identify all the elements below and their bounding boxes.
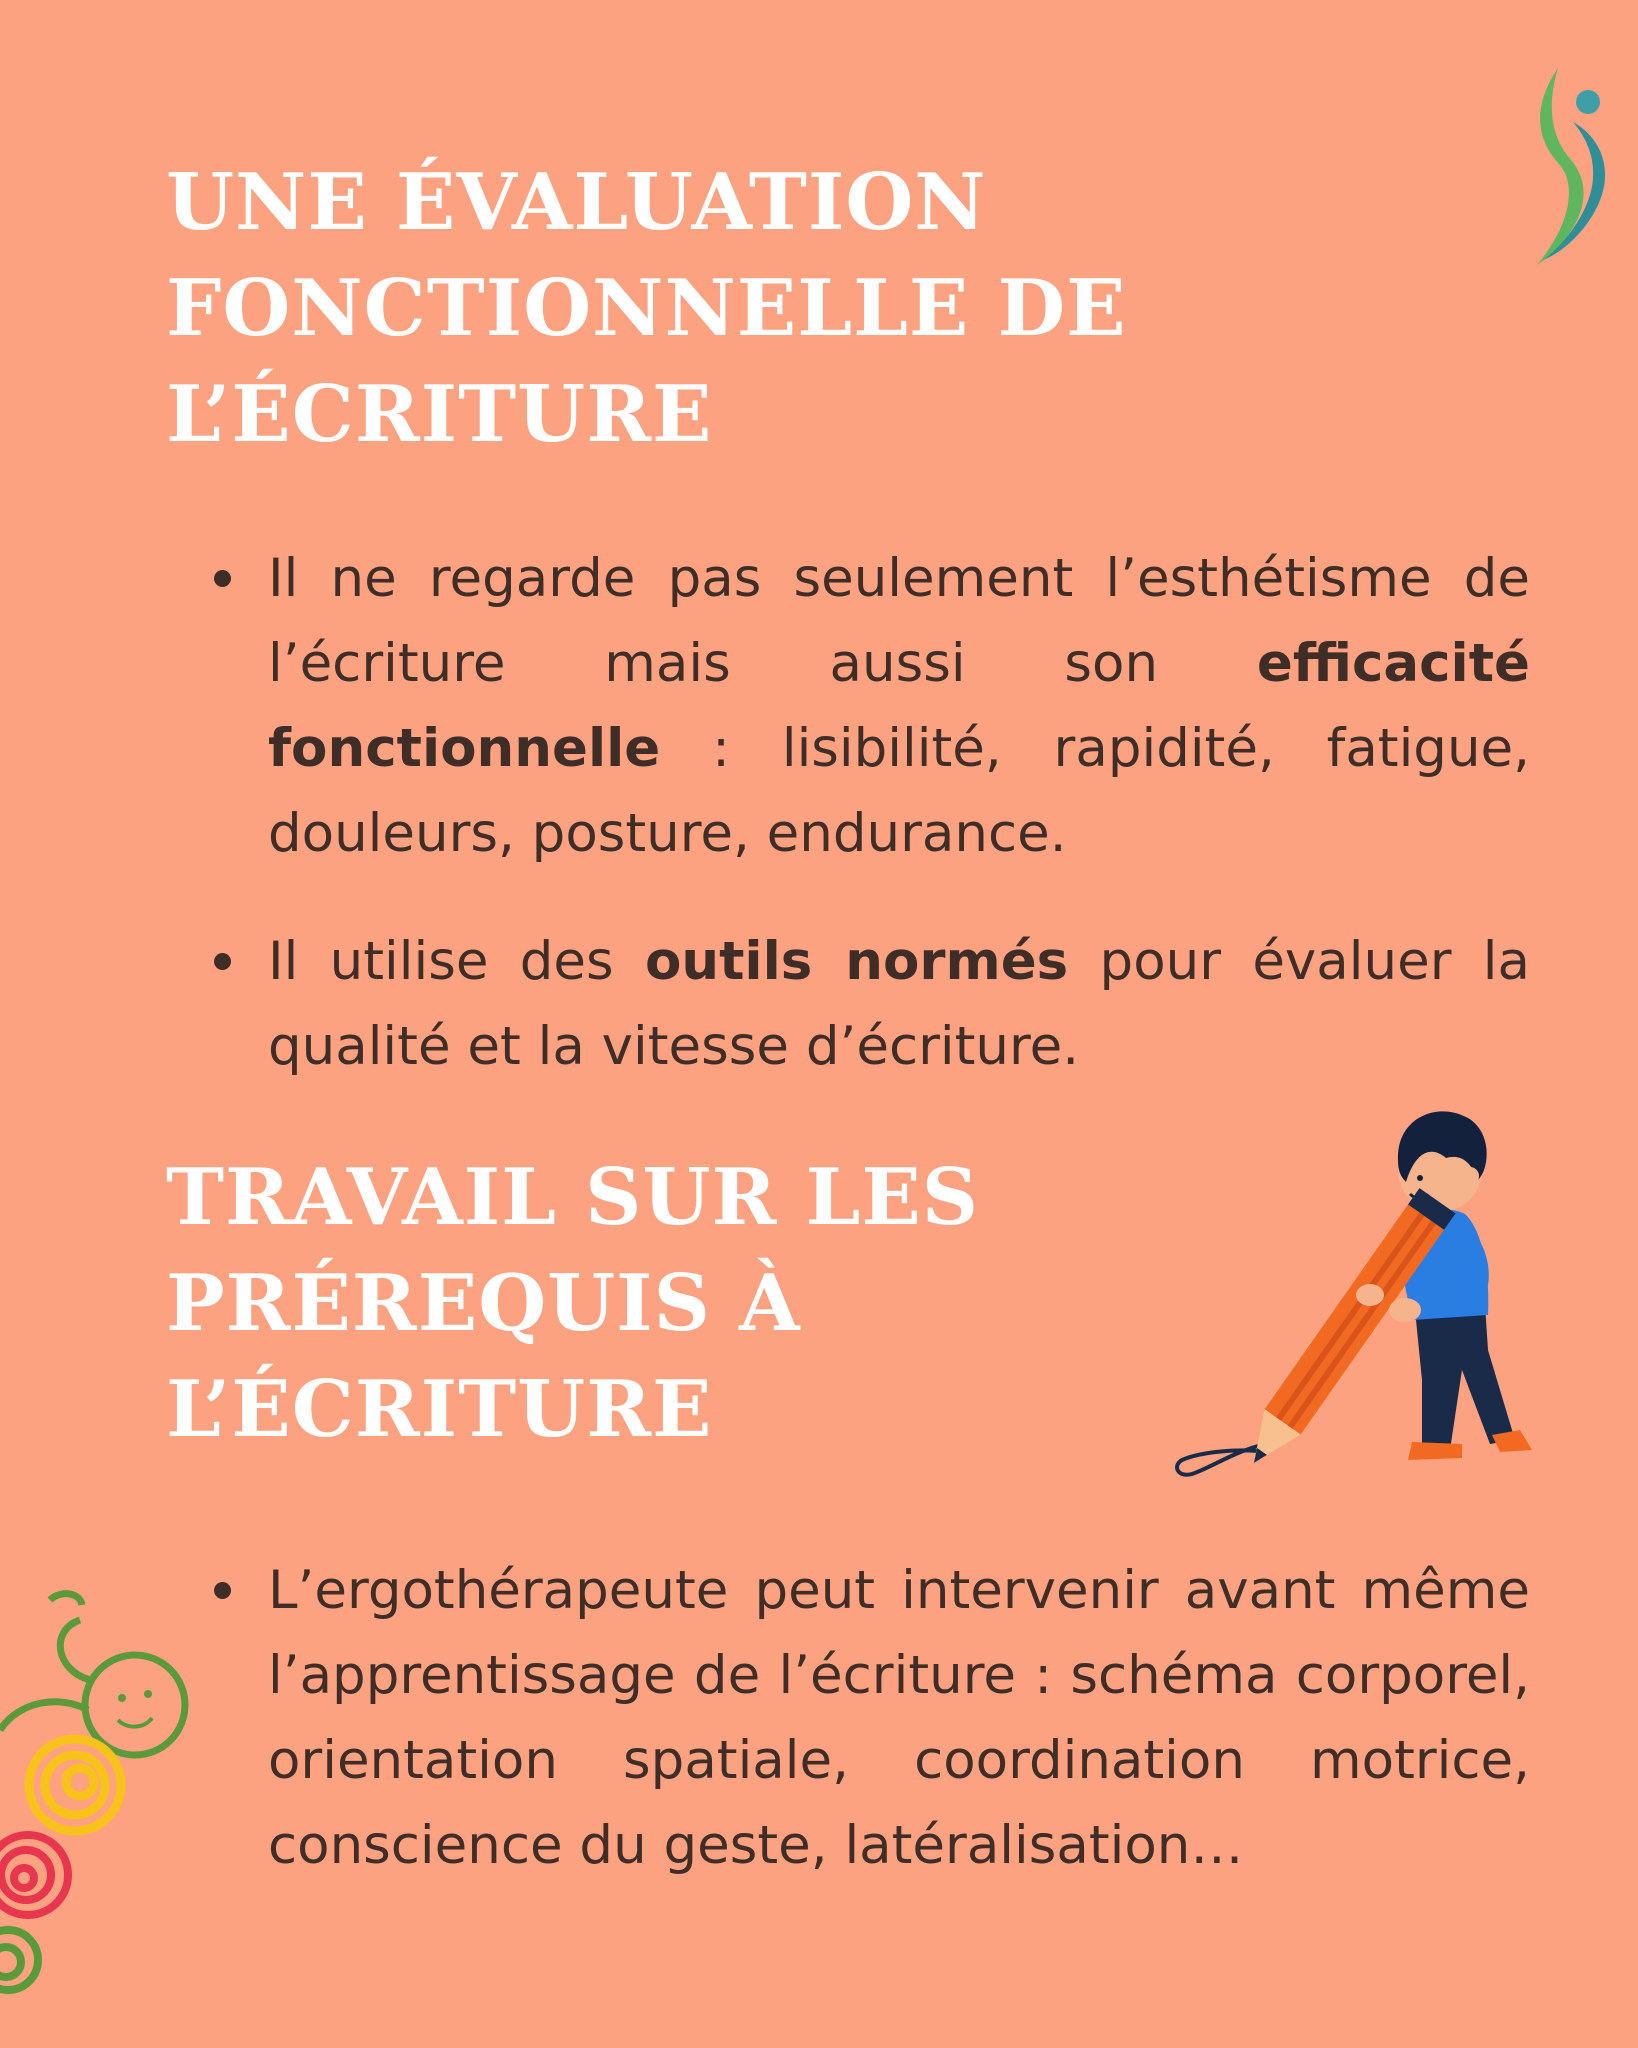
brand-logo-icon bbox=[1525, 60, 1610, 270]
list-item: L’ergothérapeute peut intervenir avant même l’apprentissage de l’écriture : schéma corporel, orientation spatiale, coordination motrice, conscience du geste, latéralisation… bbox=[268, 1548, 1530, 1888]
section1-heading-line: L’ÉCRITURE bbox=[166, 369, 713, 460]
emphasis: outils normés bbox=[644, 931, 1069, 992]
section1-heading-line: FONCTIONNELLE DE bbox=[166, 263, 1127, 354]
section2-heading-line: PRÉREQUIS À bbox=[166, 1258, 801, 1349]
section1-heading-line: UNE ÉVALUATION bbox=[166, 157, 987, 248]
section2-bullet-list bbox=[210, 1548, 1530, 1888]
section1-heading bbox=[166, 150, 1127, 468]
colorful-scribble-circles bbox=[0, 1590, 200, 2048]
section2-heading bbox=[166, 1145, 979, 1463]
emphasis: efficacité fonctionnelle bbox=[268, 633, 1530, 779]
child-with-pencil-illustration bbox=[1170, 1080, 1560, 1490]
section2-heading-line: L’ÉCRITURE bbox=[166, 1364, 713, 1455]
list-item: Il utilise des outils normés pour évaluer la qualité et la vitesse d’écriture. bbox=[268, 919, 1530, 1089]
section2-heading-line: TRAVAIL SUR LES bbox=[166, 1152, 980, 1243]
list-item: Il ne regarde pas seulement l’esthétisme de l’écriture mais aussi son efficacité fonctionnelle : lisibilité, rapidité, fatigue, douleurs, posture, endurance. bbox=[268, 536, 1530, 876]
section1-bullet-list bbox=[210, 536, 1530, 1089]
